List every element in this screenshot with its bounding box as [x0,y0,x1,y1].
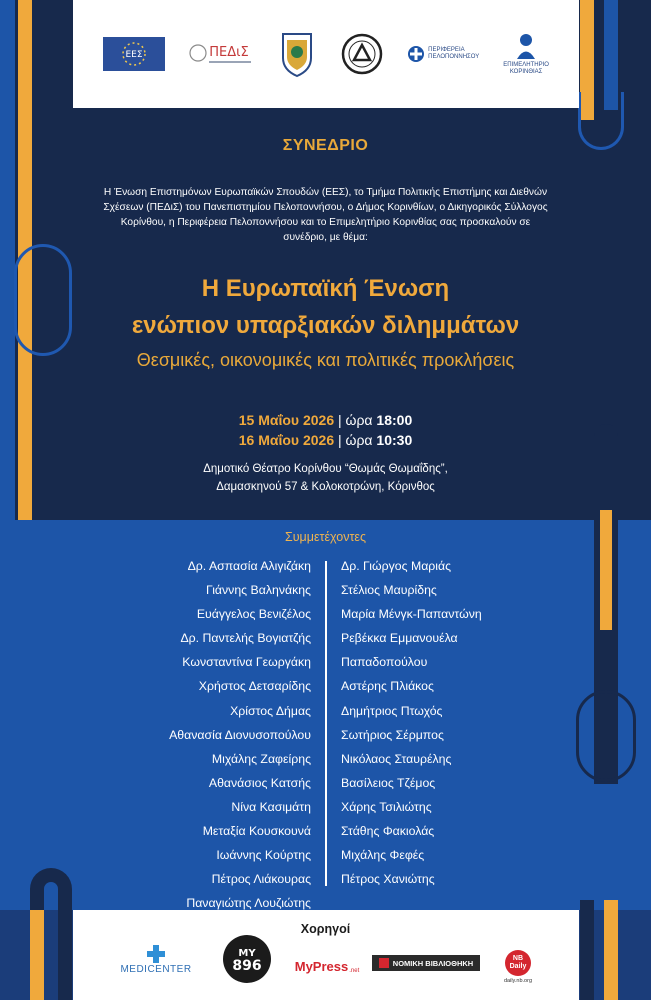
nomiki-text: ΝΟΜΙΚΗ ΒΙΒΛΙΟΘΗΚΗ [392,958,474,968]
participant-name: Πέτρος Λιάκουρας [211,872,311,887]
date-1: 15 Μαΐου 2026 [238,412,335,428]
date-1-time: 18:00 [376,412,413,428]
date-1-separator: | [338,412,342,428]
date-2-time: 10:30 [376,432,413,448]
participant-name: Πέτρος Χανιώτης [341,872,435,887]
participant-name: Γιάννης Βαληνάκης [205,583,311,598]
participant-name: Παπαδοπούλου [341,655,428,670]
participant-name: Ιωάννης Κούρτης [216,848,311,863]
participant-name: Αστέρης Πλιάκος [341,679,434,694]
title-line-1: Η Ευρωπαϊκή Ένωση [201,275,450,302]
logo-band [73,0,579,108]
dikigorikos-syllogos-logo [341,33,383,75]
sponsors-label: Χορηγοί [300,922,351,936]
radio-number-text: 896 [232,958,262,974]
nomiki-mark-icon [379,958,389,968]
date-line-2 [0,432,651,448]
mypress-suffix: .net [349,968,360,974]
right-orange-accent [600,510,612,630]
participant-name: Δρ. Γιώργος Μαριάς [341,559,452,573]
venue-line-2: Δαμασκηνού 57 & Κολοκοτρώνη, Κόρινθος [216,481,435,493]
participant-name: Σωτήριος Σέρμπος [341,727,444,742]
conference-label: ΣΥΝΕΔΡΙΟ [282,137,369,154]
participant-name: Ρεβέκκα Εμμανουέλα [341,631,458,646]
radio-top-text: MY [238,948,256,959]
right-navy-stripe-bottom [580,900,594,1000]
medicenter-text: MEDICENTER [120,963,192,975]
participant-name: Ευάγγελος Βενιζέλος [196,607,311,622]
right-oval-decoration [576,690,636,782]
participant-name: Στάθης Φακιολάς [341,824,435,839]
participant-name: Μιχάλης Φεφές [341,848,425,863]
participant-name: Χρήστος Δετσαρίδης [198,679,311,694]
participant-name: Δημήτριος Πτωχός [341,703,443,718]
participant-name: Χάρης Τσιλιώτης [341,799,432,814]
ees-logo [103,37,165,71]
participant-name: Δρ. Παντελής Βογιατζής [180,631,311,646]
date-line-1 [0,412,651,428]
participant-name: Νίνα Κασιμάτη [231,799,311,814]
participants-left-column [100,557,311,918]
participants-heading: Συμμετέχοντες [284,530,366,544]
mypress-text: MyPress [294,959,349,974]
participant-name: Βασίλειος Τζέμος [341,775,436,790]
pedis-logo-text: ΠΕΔιΣ [209,45,249,60]
perifereia-logo-text: ΠΕΡΙΦΕΡΕΙΑ ΠΕΛΟΠΟΝΝΗΣΟΥ [428,47,480,60]
participant-name: Χρίστος Δήμας [230,703,311,718]
participants-right-column [341,557,561,894]
column-divider [325,561,327,886]
epimelitirio-logo [503,32,549,76]
perifereia-logo [407,45,479,63]
ees-logo-text: ΕΕΣ [125,50,143,60]
participant-name: Κωνσταντίνα Γεωργάκη [182,655,311,670]
participant-name: Αθανάσιος Κατσής [208,775,311,790]
participant-name: Δρ. Ασπασία Αλιγιζάκη [187,559,311,573]
invitation-text: Η Ένωση Επιστημόνων Ευρωπαϊκών Σπουδών (ΕΕΣ), το Τμήμα Πολιτικής Επιστήμης και Διεθνών Σχέσεων (ΠΕΔιΣ) του Πανεπιστημίου Πελοποννήσου, ο Δήμος Κορινθίων, ο Δικηγορικός Σύλλογος Κορίνθου, η Περιφέρεια Πελοποννήσου και το Επιμελητήριο Κορινθίας σας προσκαλούν σε συνέδριο, με θέμα: [103,187,548,243]
pedis-logo [189,40,253,68]
date-1-time-label: ώρα [345,412,373,428]
participant-name: Στέλιος Μαυρίδης [341,583,437,598]
participant-name: Αθανασία Διονυσοπούλου [169,727,311,742]
participant-name: Μεταξία Κουσκουνά [202,824,311,839]
participant-name: Νικόλαος Σταυρέλης [341,751,452,766]
right-orange-stripe-bottom [604,900,618,1000]
participant-name: Μαρία Μένγκ-Παπαντώνη [341,607,482,622]
title-line-2: ενώπιον υπαρξιακών διλημμάτων [131,312,520,339]
radio-896-logo [222,934,272,984]
nomiki-vivliothiki-logo [372,955,480,971]
nb-daily-logo [498,945,538,989]
date-2-time-label: ώρα [345,432,373,448]
venue-line-1: Δημοτικό Θέατρο Κορίνθου “Θωμάς Θωμαΐδης”, [203,463,448,475]
subtitle: Θεσμικές, οικονομικές και πολιτικές προκλήσεις [136,350,515,370]
participant-name: Μιχάλης Ζαφείρης [211,751,311,766]
nb-daily-url: daily.nb.org [503,978,533,984]
epimelitirio-logo-text: ΕΠΙΜΕΛΗΤΗΡΙΟ ΚΟΡΙΝΘΙΑΣ [503,62,549,75]
nb-daily-badge: NB Daily [505,950,531,976]
participant-name: Παναγιώτης Λουζιώτης [186,896,311,911]
mypress-logo [296,948,358,974]
dimos-korinthion-logo [277,30,317,78]
medicenter-logo [118,938,194,980]
date-2-separator: | [338,432,342,448]
date-2: 16 Μαΐου 2026 [238,432,335,448]
